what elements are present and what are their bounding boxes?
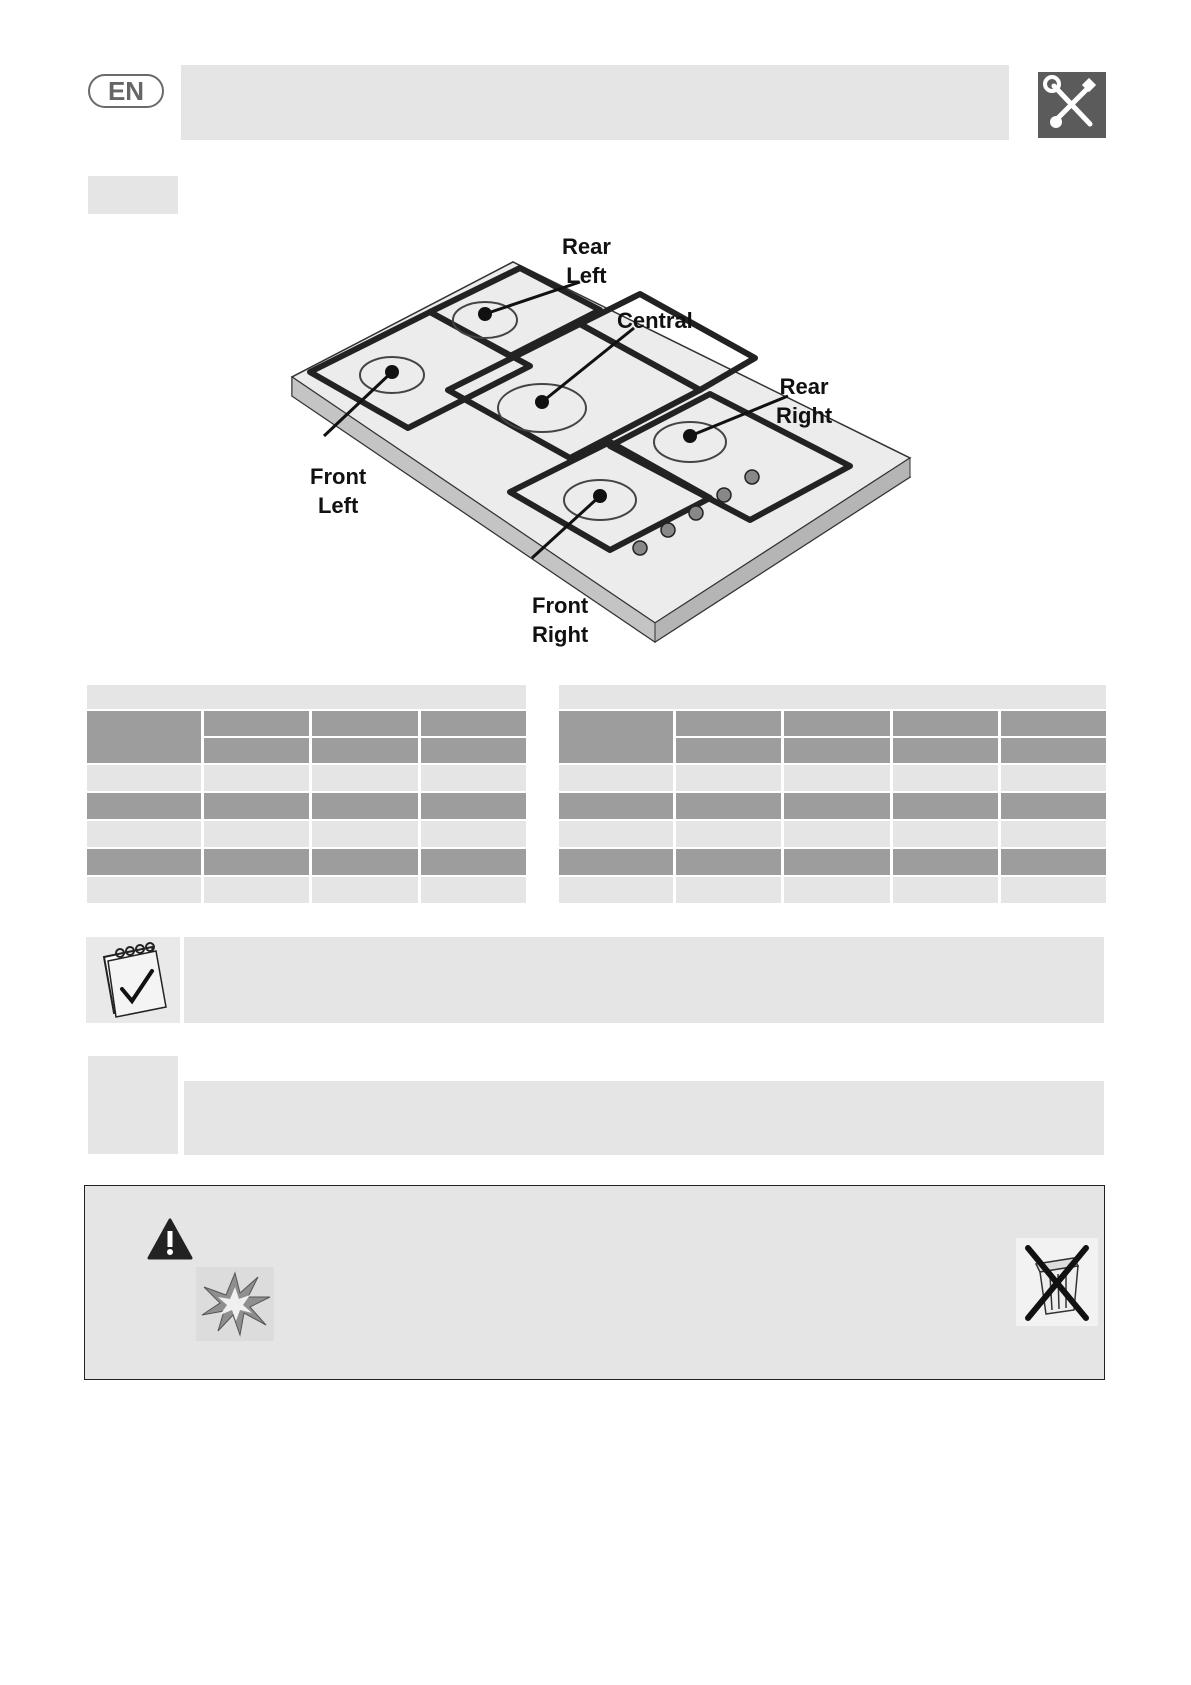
callout-rear-left [562,232,611,290]
table-header-cell [784,711,889,736]
table-header-cell [204,711,309,736]
table-caption [559,685,1106,709]
table-header-cell [893,711,998,736]
table-header-cell [312,738,417,763]
table-row [87,793,526,819]
section-number-tab [88,1056,178,1154]
table-header-cell [784,738,889,763]
callout-rear-left-line1: Rear [562,234,611,259]
table-row [559,765,1106,791]
callout-front-right [532,591,588,649]
table-row [87,821,526,847]
callout-front-left [310,462,366,520]
callout-rear-left-line2: Left [566,263,607,288]
callout-front-right-line2: Right [532,622,589,647]
table-header-cell [312,711,417,736]
callout-front-right-line1: Front [532,593,589,618]
header-title-bar [181,65,1009,140]
table-row [559,849,1106,875]
language-badge: EN [88,74,164,108]
callout-rear-right-line1: Rear [779,374,829,399]
right-burner-table [556,683,1109,905]
table-header-cell [87,711,201,763]
table-header-cell [1001,711,1106,736]
note-text-bar [184,937,1104,1023]
section-number-tab [88,176,178,214]
explosion-icon [196,1267,274,1341]
wrench-screwdriver-icon [1038,72,1106,138]
callout-front-left-line1: Front [310,464,367,489]
left-burner-table [84,683,529,905]
table-header-cell [676,711,781,736]
callout-front-left-line2: Left [317,493,359,518]
callout-central-line1: Central [617,308,693,333]
table-row [87,765,526,791]
info-text-bar [184,1081,1104,1155]
table-header-cell [1001,738,1106,763]
table-row [559,793,1106,819]
table-header-cell [421,711,526,736]
crossed-out-bin-icon [1016,1238,1098,1326]
table-caption [87,685,526,709]
table-row [87,877,526,903]
callout-central [617,306,693,335]
hob-diagram [280,234,920,650]
table-row [87,849,526,875]
warning-triangle-icon [147,1217,193,1261]
table-header-cell [421,738,526,763]
table-row [559,877,1106,903]
hob-drawing [280,240,920,650]
table-header-cell [559,711,673,763]
table-header-cell [204,738,309,763]
table-header-cell [893,738,998,763]
callout-rear-right-line2: Right [776,403,833,428]
table-header-cell [676,738,781,763]
notepad-check-icon [86,937,180,1023]
table-row [559,821,1106,847]
callout-rear-right [776,372,832,430]
